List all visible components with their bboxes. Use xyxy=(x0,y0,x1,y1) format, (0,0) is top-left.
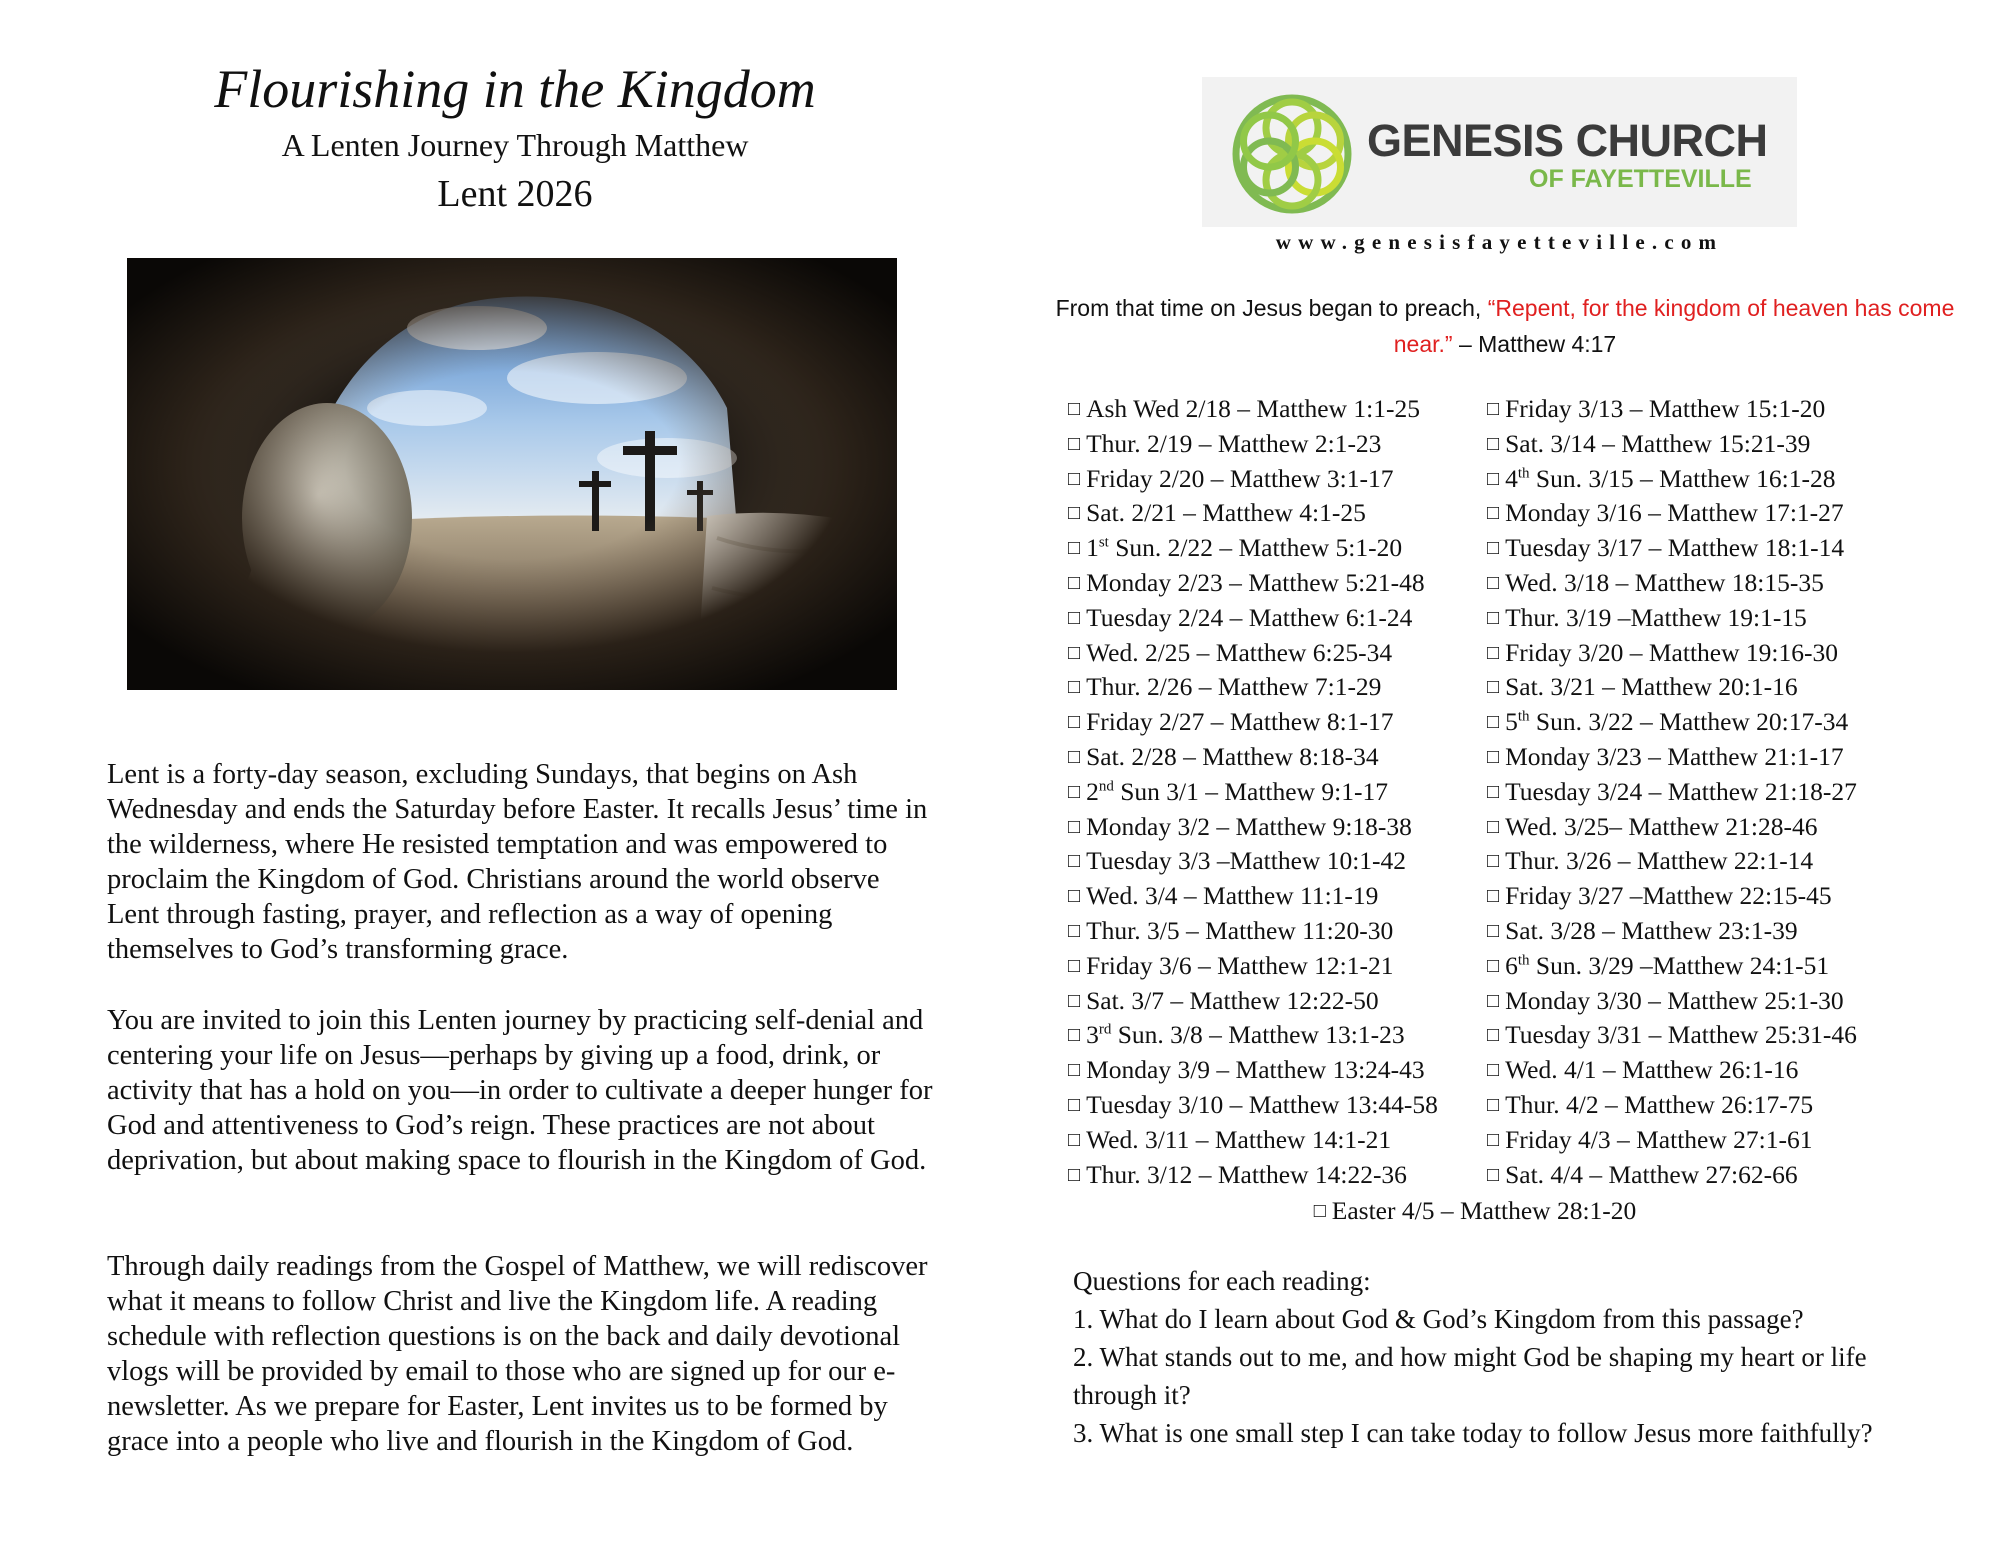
checkbox[interactable]: □ xyxy=(1068,919,1081,942)
checkbox[interactable]: □ xyxy=(1068,537,1081,560)
readings-paragraph xyxy=(107,1249,937,1459)
reading-item xyxy=(1068,427,1438,462)
reading-label: 4 xyxy=(1505,463,1518,493)
reading-label-rest: Sun. 2/22 – Matthew 5:1-20 xyxy=(1108,533,1403,563)
reading-label-rest: Sun. 3/15 – Matthew 16:1-28 xyxy=(1529,463,1836,493)
checkbox[interactable]: □ xyxy=(1068,815,1081,838)
checkbox[interactable]: □ xyxy=(1068,1128,1081,1151)
checkbox[interactable]: □ xyxy=(1487,1093,1500,1116)
reading-label: Wed. 3/4 – Matthew 11:1-19 xyxy=(1086,881,1379,911)
easter-reading-label: Easter 4/5 – Matthew 28:1-20 xyxy=(1331,1196,1637,1225)
reading-label: 1 xyxy=(1086,533,1099,563)
reading-label: Sat. 2/28 – Matthew 8:18-34 xyxy=(1086,741,1379,771)
reading-item xyxy=(1068,705,1438,740)
invitation-paragraph xyxy=(107,1003,937,1178)
ordinal-suffix: th xyxy=(1517,952,1530,969)
reading-item xyxy=(1487,1053,1857,1088)
checkbox[interactable]: □ xyxy=(1487,1024,1500,1047)
reading-label: Sat. 3/21 – Matthew 20:1-16 xyxy=(1505,672,1798,702)
reading-item xyxy=(1487,462,1857,497)
reading-item xyxy=(1068,1053,1438,1088)
scripture-verse xyxy=(1040,290,1970,362)
checkbox[interactable]: □ xyxy=(1068,502,1081,525)
reading-label: Friday 2/27 – Matthew 8:1-17 xyxy=(1086,707,1394,737)
reading-label: 5 xyxy=(1505,707,1518,737)
checkbox[interactable]: □ xyxy=(1068,1093,1081,1116)
reading-label: Thur. 2/19 – Matthew 2:1-23 xyxy=(1086,428,1382,458)
reading-label: Thur. 3/5 – Matthew 11:20-30 xyxy=(1086,915,1394,945)
reading-item xyxy=(1487,566,1857,601)
empty-tomb-image xyxy=(127,258,897,690)
reading-label: Friday 2/20 – Matthew 3:1-17 xyxy=(1086,463,1394,493)
reflection-questions xyxy=(1073,1262,1903,1452)
checkbox[interactable]: □ xyxy=(1068,1024,1081,1047)
checkbox[interactable]: □ xyxy=(1068,745,1081,768)
reading-label-rest: Sun. 3/8 – Matthew 13:1-23 xyxy=(1111,1020,1405,1050)
paragraph-readings: Through daily readings from the Gospel of Matthew, we will rediscover what it means to follow Christ and live the Kingdom life. A reading schedule with reflection questions is on the back and daily devotional vlogs will be provided by email to those who are signed up for our e-newsletter. As we prepare for Easter, Lent invites us to be formed by grace into a people who live and flourish in the Kingdom of God. xyxy=(107,1251,928,1457)
checkbox[interactable]: □ xyxy=(1068,398,1081,420)
reading-item xyxy=(1068,775,1438,810)
reading-item xyxy=(1068,462,1438,497)
reading-item xyxy=(1068,810,1438,845)
checkbox[interactable]: □ xyxy=(1487,815,1500,838)
checkbox[interactable]: □ xyxy=(1068,641,1081,664)
reading-label: Monday 3/2 – Matthew 9:18-38 xyxy=(1086,811,1412,841)
reading-label: Wed. 4/1 – Matthew 26:1-16 xyxy=(1505,1055,1799,1085)
reading-label: Monday 3/9 – Matthew 13:24-43 xyxy=(1086,1055,1425,1085)
reading-item xyxy=(1487,1123,1857,1158)
reading-item xyxy=(1068,1018,1438,1053)
checkbox[interactable]: □ xyxy=(1487,745,1500,768)
reading-label: Friday 3/13 – Matthew 15:1-20 xyxy=(1505,394,1826,423)
checkbox[interactable]: □ xyxy=(1487,537,1500,560)
checkbox[interactable]: □ xyxy=(1487,502,1500,525)
reading-item xyxy=(1487,740,1857,775)
checkbox[interactable]: □ xyxy=(1068,989,1081,1012)
reading-label: Monday 3/23 – Matthew 21:1-17 xyxy=(1505,741,1844,771)
checkbox[interactable]: □ xyxy=(1313,1200,1326,1222)
reading-label: Tuesday 3/24 – Matthew 21:18-27 xyxy=(1505,776,1857,806)
reading-item xyxy=(1068,1123,1438,1158)
checkbox[interactable]: □ xyxy=(1487,398,1500,420)
ordinal-suffix: st xyxy=(1098,534,1109,551)
checkbox[interactable]: □ xyxy=(1487,676,1500,699)
reading-label: Monday 2/23 – Matthew 5:21-48 xyxy=(1086,567,1425,597)
reading-label: Friday 3/27 –Matthew 22:15-45 xyxy=(1505,881,1832,911)
question-2: 2. What stands out to me, and how might God be shaping my heart or life through it? xyxy=(1073,1342,1867,1410)
reading-label: Sat. 3/14 – Matthew 15:21-39 xyxy=(1505,428,1811,458)
checkbox[interactable]: □ xyxy=(1068,954,1081,977)
reading-item xyxy=(1068,1158,1438,1193)
reading-label: 3 xyxy=(1086,1020,1099,1050)
reading-label: Tuesday 3/10 – Matthew 13:44-58 xyxy=(1086,1089,1438,1119)
reading-item xyxy=(1487,844,1857,879)
reading-label-rest: Sun. 3/29 –Matthew 24:1-51 xyxy=(1529,950,1830,980)
page-subtitle: A Lenten Journey Through Matthew xyxy=(281,127,749,163)
reading-item xyxy=(1068,670,1438,705)
checkbox[interactable]: □ xyxy=(1068,850,1081,873)
reading-label: Tuesday 2/24 – Matthew 6:1-24 xyxy=(1086,602,1413,632)
reading-item xyxy=(1068,879,1438,914)
page-year: Lent 2026 xyxy=(437,173,593,215)
church-location: OF FAYETTEVILLE xyxy=(1529,165,1752,193)
seed-of-life-icon xyxy=(1227,89,1357,219)
reading-item xyxy=(1487,949,1857,984)
verse-quote: “Repent, for the kingdom of heaven has come near.” xyxy=(1393,295,1955,357)
ordinal-suffix: th xyxy=(1517,708,1530,725)
ordinal-suffix: rd xyxy=(1098,1021,1112,1038)
reading-label: Wed. 3/18 – Matthew 18:15-35 xyxy=(1505,567,1824,597)
checkbox[interactable]: □ xyxy=(1487,780,1500,803)
checkbox[interactable]: □ xyxy=(1068,1163,1081,1186)
reading-label: Thur. 3/19 –Matthew 19:1-15 xyxy=(1505,602,1807,632)
checkbox[interactable]: □ xyxy=(1068,885,1081,908)
reading-item xyxy=(1487,670,1857,705)
checkbox[interactable]: □ xyxy=(1487,1128,1500,1151)
questions-heading: Questions for each reading: xyxy=(1073,1266,1371,1296)
website-url: www.genesisfayetteville.com xyxy=(1275,230,1724,254)
reading-item xyxy=(1487,601,1857,636)
checkbox[interactable]: □ xyxy=(1487,1059,1500,1082)
checkbox[interactable]: □ xyxy=(1487,919,1500,942)
reading-label: Wed. 2/25 – Matthew 6:25-34 xyxy=(1086,637,1393,667)
checkbox[interactable]: □ xyxy=(1068,467,1081,490)
reading-label: Friday 3/6 – Matthew 12:1-21 xyxy=(1086,950,1394,980)
church-logo xyxy=(1202,77,1797,227)
reading-item xyxy=(1068,740,1438,775)
reading-label: 6 xyxy=(1505,950,1518,980)
checkbox[interactable]: □ xyxy=(1068,432,1081,455)
checkbox[interactable]: □ xyxy=(1487,711,1500,734)
reading-item xyxy=(1487,1158,1857,1193)
reading-label: Thur. 4/2 – Matthew 26:17-75 xyxy=(1505,1089,1814,1119)
reading-label: Sat. 2/21 – Matthew 4:1-25 xyxy=(1086,498,1366,528)
reading-label: Monday 3/16 – Matthew 17:1-27 xyxy=(1505,498,1844,528)
reading-item xyxy=(1068,496,1438,531)
checkbox[interactable]: □ xyxy=(1068,1059,1081,1082)
checkbox[interactable]: □ xyxy=(1487,606,1500,629)
schedule-column-1 xyxy=(1068,392,1438,1192)
reading-item xyxy=(1068,984,1438,1019)
reading-label-rest: Sun 3/1 – Matthew 9:1-17 xyxy=(1113,776,1388,806)
reading-label: 2 xyxy=(1086,776,1099,806)
checkbox[interactable]: □ xyxy=(1487,571,1500,594)
page-title: Flourishing in the Kingdom xyxy=(214,59,816,119)
checkbox[interactable]: □ xyxy=(1487,885,1500,908)
reading-item xyxy=(1068,601,1438,636)
checkbox[interactable]: □ xyxy=(1068,606,1081,629)
church-name: GENESIS CHURCH xyxy=(1367,115,1768,166)
checkbox[interactable]: □ xyxy=(1068,780,1081,803)
question-3: 3. What is one small step I can take today to follow Jesus more faithfully? xyxy=(1073,1418,1873,1448)
reading-item xyxy=(1487,984,1857,1019)
reading-label: Tuesday 3/31 – Matthew 25:31-46 xyxy=(1505,1020,1857,1050)
schedule-column-2 xyxy=(1487,392,1857,1192)
reading-label: Wed. 3/25– Matthew 21:28-46 xyxy=(1505,811,1818,841)
checkbox[interactable]: □ xyxy=(1487,989,1500,1012)
reading-label: Tuesday 3/3 –Matthew 10:1-42 xyxy=(1086,846,1407,876)
reading-label: Sat. 3/28 – Matthew 23:1-39 xyxy=(1505,915,1798,945)
checkbox[interactable]: □ xyxy=(1487,467,1500,490)
reading-item xyxy=(1068,566,1438,601)
reading-label: Tuesday 3/17 – Matthew 18:1-14 xyxy=(1505,533,1845,563)
reading-label: Friday 4/3 – Matthew 27:1-61 xyxy=(1505,1124,1813,1154)
checkbox[interactable]: □ xyxy=(1068,711,1081,734)
checkbox[interactable]: □ xyxy=(1487,432,1500,455)
reading-label: Thur. 3/12 – Matthew 14:22-36 xyxy=(1086,1159,1407,1189)
checkbox[interactable]: □ xyxy=(1487,954,1500,977)
reading-label: Ash Wed 2/18 – Matthew 1:1-25 xyxy=(1086,394,1420,423)
reading-item xyxy=(1068,392,1438,427)
reading-item xyxy=(1068,1088,1438,1123)
paragraph-invitation: You are invited to join this Lenten journey by practicing self-denial and centering your life on Jesus—perhaps by giving up a food, drink, or activity that has a hold on you—in order to cultivate a deeper hunger for God and attentiveness to God’s reign. These practices are not about deprivation, but about making space to flourish in the Kingdom of God. xyxy=(107,1005,933,1176)
ordinal-suffix: th xyxy=(1517,465,1530,482)
checkbox[interactable]: □ xyxy=(1487,641,1500,664)
reading-label-rest: Sun. 3/22 – Matthew 20:17-34 xyxy=(1529,707,1849,737)
reading-label: Monday 3/30 – Matthew 25:1-30 xyxy=(1505,985,1844,1015)
reading-item xyxy=(1487,496,1857,531)
reading-item xyxy=(1487,810,1857,845)
reading-item xyxy=(1487,1018,1857,1053)
reading-item xyxy=(1487,775,1857,810)
ordinal-suffix: nd xyxy=(1098,778,1114,795)
reading-label: Sat. 3/7 – Matthew 12:22-50 xyxy=(1086,985,1379,1015)
reading-item xyxy=(1068,636,1438,671)
reading-item xyxy=(1487,531,1857,566)
verse-reference: – Matthew 4:17 xyxy=(1452,331,1617,357)
paragraph-lent-definition: Lent is a forty-day season, excluding Sundays, that begins on Ash Wednesday and ends the Saturday before Easter. It recalls Jesus’ time in the wilderness, where He resisted temptation and was empowered to proclaim the Kingdom of God. Christians around the world observe Lent through fasting, prayer, and reflection as a way of opening themselves to God’s transforming grace. xyxy=(107,759,928,965)
reading-item xyxy=(1487,705,1857,740)
checkbox[interactable]: □ xyxy=(1487,1163,1500,1186)
reading-item xyxy=(1487,392,1857,427)
reading-item xyxy=(1487,1088,1857,1123)
checkbox[interactable]: □ xyxy=(1068,571,1081,594)
checkbox[interactable]: □ xyxy=(1068,676,1081,699)
reading-item xyxy=(1068,949,1438,984)
question-1: 1. What do I learn about God & God’s Kingdom from this passage? xyxy=(1073,1304,1804,1334)
reading-label: Friday 3/20 – Matthew 19:16-30 xyxy=(1505,637,1838,667)
verse-intro: From that time on Jesus began to preach, xyxy=(1055,295,1488,321)
reading-label: Wed. 3/11 – Matthew 14:1-21 xyxy=(1086,1124,1392,1154)
reading-label: Thur. 3/26 – Matthew 22:1-14 xyxy=(1505,846,1814,876)
checkbox[interactable]: □ xyxy=(1487,850,1500,873)
intro-paragraph xyxy=(107,757,937,967)
reading-item xyxy=(1487,914,1857,949)
reading-item xyxy=(1487,636,1857,671)
reading-item xyxy=(1487,427,1857,462)
reading-item xyxy=(1068,844,1438,879)
reading-item xyxy=(1487,879,1857,914)
easter-reading xyxy=(1040,1196,1910,1226)
reading-label: Sat. 4/4 – Matthew 27:62-66 xyxy=(1505,1159,1798,1189)
reading-label: Thur. 2/26 – Matthew 7:1-29 xyxy=(1086,672,1382,702)
reading-item xyxy=(1068,531,1438,566)
reading-item xyxy=(1068,914,1438,949)
